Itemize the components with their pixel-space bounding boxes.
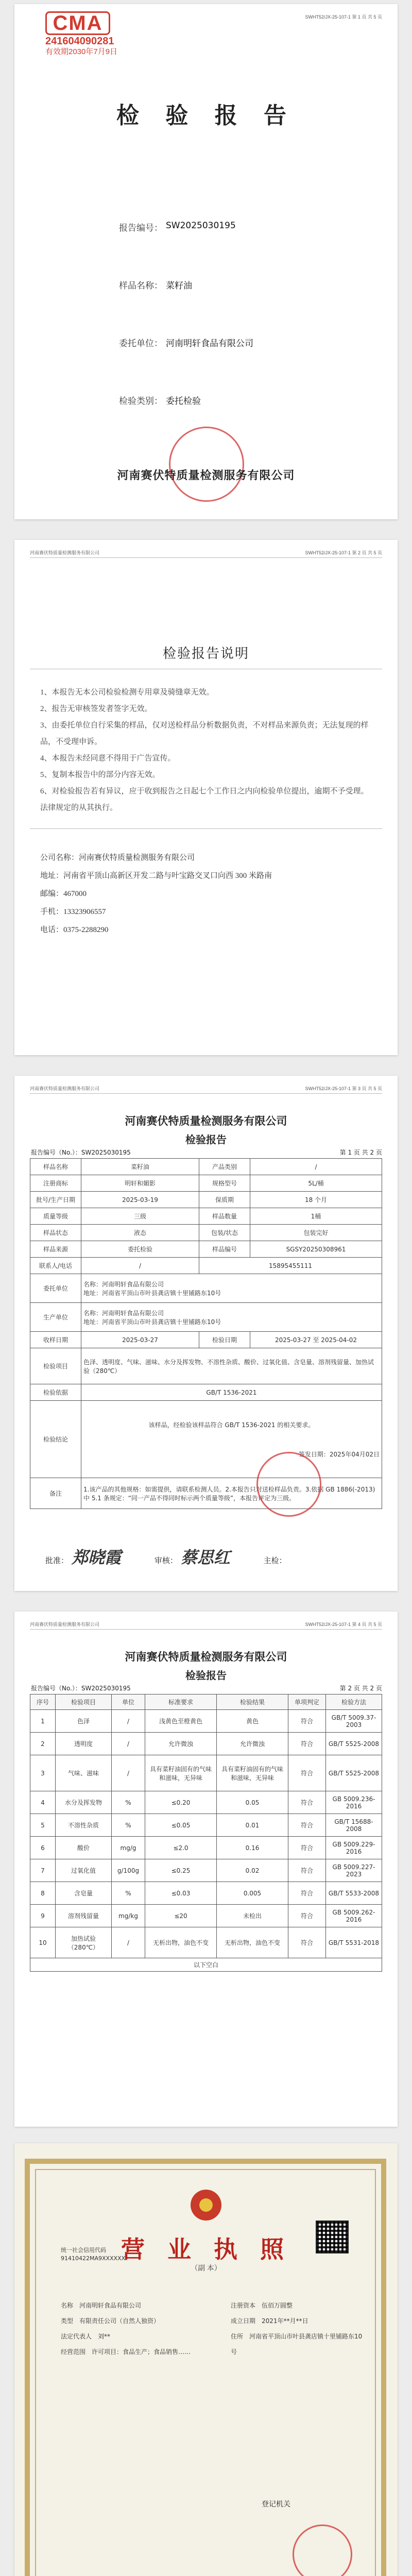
cell-label: 检验项目: [30, 1348, 81, 1384]
doc-header-right: SWHT52/JX-25-107-1 第 2 页 共 5 页: [305, 550, 382, 555]
report-heading: 检验报告: [185, 1669, 227, 1682]
license-field: 注册资本 伍佰万圆整: [231, 2302, 293, 2309]
doc-header-left: 河南赛伏特质量检测服务有限公司: [30, 550, 100, 555]
cell-label: 产品类别: [199, 1159, 250, 1175]
header-rule: [30, 1093, 382, 1094]
cell-label: 收样日期: [30, 1332, 81, 1348]
cell-value: 三级: [81, 1208, 199, 1225]
note-item: 3、由委托单位自行采集的样品，仅对送检样品分析数据负责，不对样品来源负责；无法复现的样品，不受理申诉。: [40, 721, 369, 746]
table-header-row: [30, 1694, 382, 1710]
client-cell: [81, 1274, 382, 1303]
table-row: 2 透明度 / 允许微浊 允许微浊 符合 GB/T 5525-2008: [30, 1733, 382, 1755]
license-field: 类型 有限责任公司（自然人独资）: [61, 2317, 160, 2325]
field-sample-name: 样品名称： 菜籽油: [119, 281, 192, 291]
cell-label: 委托单位: [30, 1274, 81, 1303]
cell-label: 联系人/电话: [30, 1258, 81, 1274]
results-table: [30, 1694, 382, 1972]
client-address: 地址：河南省平顶山市叶县龚店镇十里铺路东10号: [83, 1289, 221, 1297]
company-seal: [256, 1452, 321, 1517]
cell-value: 委托检验: [81, 1241, 199, 1258]
note-item: 5、复制本报告中的部分内容无效。: [40, 771, 160, 779]
issuing-authority: 登记机关: [262, 2500, 290, 2509]
cma-valid: 有效期2030年7月9日: [45, 47, 118, 56]
end-note: 以下空白: [30, 1958, 382, 1972]
contact-phone: 电话：0375-2288290: [40, 926, 109, 934]
header-rule: [30, 557, 382, 558]
field-test-type: 检验类别： 委托检验: [119, 396, 201, 406]
cell-label: 批号/生产日期: [30, 1192, 81, 1208]
company-heading: 河南赛伏特质量检测服务有限公司: [125, 1651, 287, 1663]
cell-value: 明轩和媚影: [81, 1175, 199, 1192]
col-header: 检验结果: [217, 1694, 288, 1710]
contact-block: [40, 849, 370, 939]
sig-approve: 批准： 郑晓霞: [45, 1548, 122, 1567]
license-fields-left: [61, 2298, 215, 2360]
notes-list: [40, 684, 370, 816]
cell-label: 检验依据: [30, 1384, 81, 1401]
field-client: 委托单位： 河南明轩食品有限公司: [119, 338, 253, 349]
report-title: 检 验 报 告: [116, 103, 296, 129]
license-field: 住所 河南省平顶山市叶县龚店镇十里铺路东10号: [231, 2333, 363, 2355]
contact-address: 地址：河南省平顶山高新区开发二路与叶宝路交叉口向西 300 米路南: [40, 872, 272, 880]
explanation-page: [14, 540, 398, 1055]
license-field: 成立日期 2021年**月**日: [231, 2317, 308, 2325]
business-license-page: [14, 2143, 398, 2576]
cell-label: 样品状态: [30, 1225, 81, 1241]
col-header: 检验方法: [326, 1694, 382, 1710]
cell-value: /: [250, 1159, 382, 1175]
cell-label: 样品数量: [199, 1208, 250, 1225]
cell-label: 质量等级: [30, 1208, 81, 1225]
table-row: 9 溶剂残留量 mg/kg ≤20 未检出 符合 GB 5009.262-2016: [30, 1905, 382, 1927]
cell-value: 2025-03-27: [81, 1332, 199, 1348]
license-fields-right: [231, 2298, 365, 2360]
cell-value: /: [81, 1258, 199, 1274]
cell-label: 备注: [30, 1478, 81, 1509]
signature-review: 蔡思红: [180, 1548, 230, 1567]
col-header: 序号: [30, 1694, 56, 1710]
cell-value: 2025-03-27 至 2025-04-02: [250, 1332, 382, 1348]
cell-label: 注册商标: [30, 1175, 81, 1192]
issue-date: 签发日期：2025年04月02日: [298, 1450, 380, 1458]
col-header: 标准要求: [145, 1694, 217, 1710]
table-row: 4 水分及挥发物 % ≤0.20 0.05 符合 GB 5009.236-2016: [30, 1791, 382, 1814]
cell-label: 保质期: [199, 1192, 250, 1208]
doc-header-right: SWHT52/JX-25-107-1 第 3 页 共 5 页: [305, 1086, 382, 1091]
doc-header-left: 河南赛伏特质量检测服务有限公司: [30, 1622, 100, 1627]
license-title: 营 业 执 照: [121, 2235, 291, 2263]
test-items: 色泽、透明度、气味、滋味、水分及挥发物、不溶性杂质、酸价、过氧化值、含皂量、溶剂残留量、加热试验（280℃）: [81, 1348, 382, 1384]
explanation-title: 检验报告说明: [162, 646, 249, 662]
company-heading: 河南赛伏特质量检测服务有限公司: [125, 1115, 287, 1127]
test-basis: GB/T 1536-2021: [81, 1384, 382, 1401]
signature-row: [45, 1545, 318, 1568]
notes-rule: [30, 828, 382, 829]
cell-value: 15895455111: [199, 1258, 382, 1274]
cell-value: 1桶: [250, 1208, 382, 1225]
cell-label: 检验结论: [30, 1401, 81, 1478]
note-item: 2、报告无审核签发者签字无效。: [40, 705, 152, 713]
report-number: 报告编号（No.）：SW2025030195: [31, 1685, 131, 1692]
license-field: 经营范围 许可项目：食品生产；食品销售……: [61, 2348, 191, 2355]
cell-value: 液态: [81, 1225, 199, 1241]
col-header: 单项判定: [288, 1694, 326, 1710]
cell-label: 包装/状态: [199, 1225, 250, 1241]
maker-cell: [81, 1303, 382, 1332]
cell-value: 2025-03-19: [81, 1192, 199, 1208]
cover-page: [14, 4, 398, 519]
note-item: 4、本报告未经同意不得用于广告宣传。: [40, 754, 176, 762]
maker-address: 地址：河南省平顶山市叶县龚店镇十里铺路东10号: [83, 1318, 221, 1326]
note-item: 6、对检验报告若有异议，应于收到报告之日起七个工作日之内向检验单位提出，逾期不予受理。法律规定的从其执行。: [40, 787, 369, 812]
cma-logo: CMA: [45, 11, 110, 35]
cell-value: SGSY20250308961: [250, 1241, 382, 1258]
table-row: 10 加热试验（280℃） / 无析出物，油色不变 无析出物，油色不变 符合 GB/T 5531-2018: [30, 1927, 382, 1958]
license-subtitle: （副 本）: [191, 2265, 221, 2273]
contact-mobile: 手机：13323906557: [40, 908, 106, 916]
report-page-number: 第 2 页 共 2 页: [339, 1685, 382, 1692]
cell-label: 样品来源: [30, 1241, 81, 1258]
conclusion-text: 该样品，经检验该样品符合 GB/T 1536-2021 的相关要求。: [148, 1421, 315, 1429]
report-heading: 检验报告: [185, 1133, 227, 1146]
maker-name: 名称：河南明轩食品有限公司: [83, 1309, 164, 1317]
credit-code-value: 91410422MA9XXXXXX: [61, 2255, 126, 2262]
table-row: 5 不溶性杂质 % ≤0.05 0.01 符合 GB/T 15688-2008: [30, 1814, 382, 1837]
remark-text: 1.该产品的其他规格：如需提供，请联系检测人员。2.本报告只对送检样品负责。3.依据 GB 1886(-2013)中 5.1 条规定：“同一产品不得同时标示两个质量等级”，本报告评定为三级。: [81, 1478, 382, 1509]
sig-test: 主检：: [263, 1556, 287, 1565]
cma-mark: [45, 11, 123, 57]
results-page: [14, 1612, 398, 2127]
col-header: 检验项目: [56, 1694, 112, 1710]
report-summary-page: [14, 1076, 398, 1591]
signature-approve: 郑晓霞: [72, 1548, 122, 1567]
table-row: 8 含皂量 % ≤0.03 0.005 符合 GB/T 5533-2008: [30, 1882, 382, 1905]
cover-fields: [106, 221, 322, 451]
report-page-number: 第 1 页 共 2 页: [339, 1149, 382, 1156]
license-field: 法定代表人 刘**: [61, 2333, 111, 2340]
cell-value: 18 个月: [250, 1192, 382, 1208]
doc-header-right: SWHT52/JX-25-107-1 第 4 页 共 5 页: [305, 1622, 382, 1627]
contact-postcode: 邮编：467000: [40, 890, 87, 898]
cell-label: 生产单位: [30, 1303, 81, 1332]
note-item: 1、本报告无本公司检验检测专用章及骑缝章无效。: [40, 688, 214, 697]
col-header: 单位: [112, 1694, 145, 1710]
national-emblem-icon: [191, 2190, 221, 2221]
cell-value: 菜籽油: [81, 1159, 199, 1175]
cell-value: 包装完好: [250, 1225, 382, 1241]
doc-header-left: 河南赛伏特质量检测服务有限公司: [30, 1086, 100, 1091]
cell-label: 样品名称: [30, 1159, 81, 1175]
table-row: 6 酸价 mg/g ≤2.0 0.16 符合 GB 5009.229-2016: [30, 1837, 382, 1859]
credit-code-label: 统一社会信用代码: [61, 2247, 106, 2253]
cma-code: 241604090281: [45, 36, 114, 47]
cell-label: 规格型号: [199, 1175, 250, 1192]
conclusion-cell: [81, 1401, 382, 1478]
header-rule: [30, 1629, 382, 1630]
cell-value: 5L/桶: [250, 1175, 382, 1192]
summary-table: [30, 1158, 382, 1509]
report-number: 报告编号（No.）：SW2025030195: [31, 1149, 131, 1156]
table-end-row: [30, 1958, 382, 1972]
cell-label: 样品编号: [199, 1241, 250, 1258]
table-row: 3 气味、滋味 / 具有菜籽油固有的气味和滋味，无异味 具有菜籽油固有的气味和滋味，无异味 符合 GB/T 5525-2008: [30, 1755, 382, 1791]
license-field: 名称 河南明轩食品有限公司: [61, 2302, 142, 2309]
field-report-no: 报告编号： SW2025030195: [119, 221, 236, 233]
issuer-company: 河南赛伏特质量检测服务有限公司: [117, 469, 295, 482]
client-name: 名称：河南明轩食品有限公司: [83, 1280, 164, 1288]
doc-header: SWHT52/JX-25-107-1 第 1 页 共 5 页: [305, 14, 382, 20]
cell-label: 检验日期: [199, 1332, 250, 1348]
table-row: 1 色泽 / 浅黄色至橙黄色 黄色 符合 GB/T 5009.37-2003: [30, 1710, 382, 1733]
table-row: 7 过氧化值 g/100g ≤0.25 0.02 符合 GB 5009.227-2023: [30, 1859, 382, 1882]
sig-review: 审核： 蔡思红: [154, 1548, 230, 1567]
company-seal: [169, 427, 244, 502]
contact-company: 公司名称：河南赛伏特质量检测服务有限公司: [40, 854, 195, 862]
